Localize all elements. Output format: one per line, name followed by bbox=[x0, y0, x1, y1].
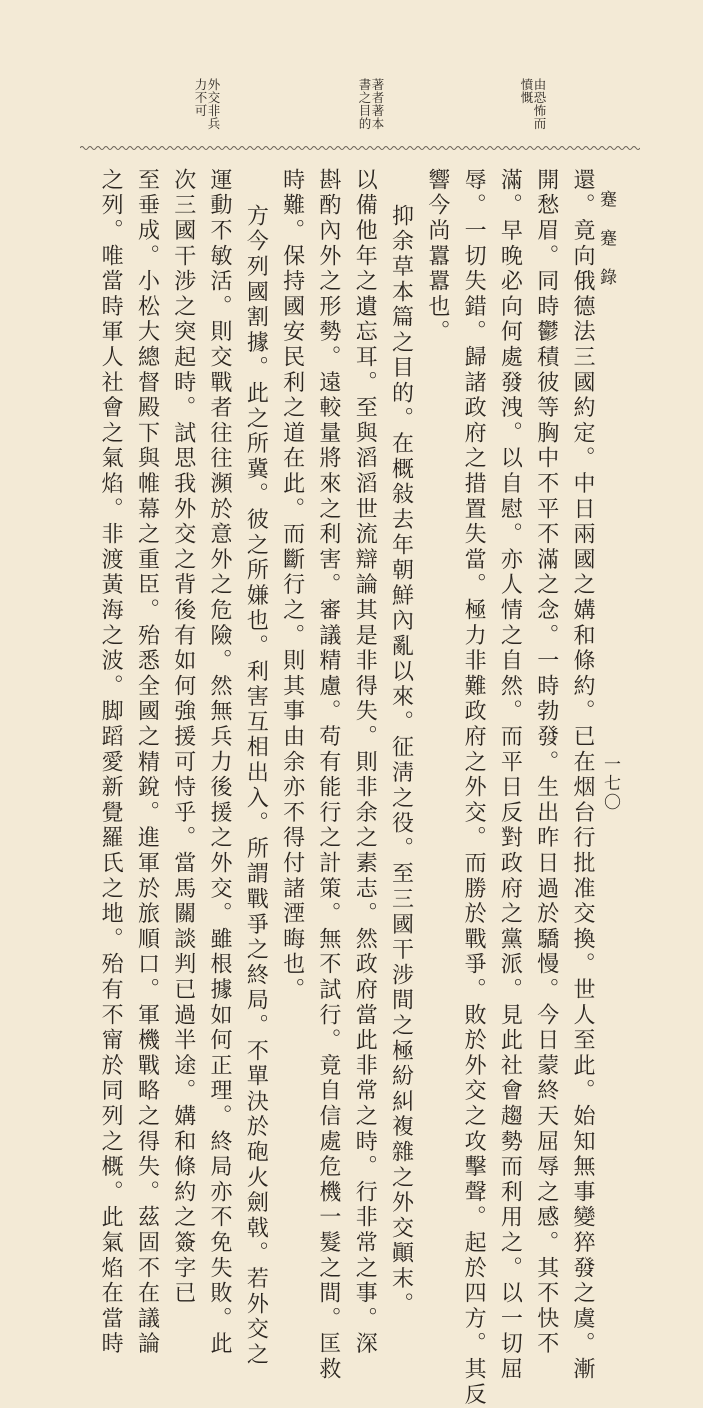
text-column: 之列。唯當時軍人社會之氣焰。非渡黃海之波。脚蹈愛新覺羅氏之地。殆有不甯於同列之概。此氣焰在當時 bbox=[98, 168, 124, 1358]
text-column: 次三國干涉之突起時。試思我外交之背後有如何強援可恃乎。當馬關談判已過半途。媾和條約之簽字已 bbox=[170, 168, 196, 1307]
margin-note-purpose: 著者著本書之目的 bbox=[357, 78, 385, 130]
wavy-divider bbox=[80, 145, 640, 151]
margin-note-fear-to-anger: 由恐怖而憤慨 bbox=[519, 78, 547, 130]
text-column: 運動不敏活。則交戰者往往瀕於意外之危險。然無兵力後援之外交。雖根據如何正理。終局亦不免失敗。此 bbox=[207, 168, 233, 1358]
text-column: 斟酌內外之形勢。遠較量將來之利害。審議精慮。苟有能行之計策。無不試行。竟自信處危機一髮之間。匡救 bbox=[315, 168, 341, 1383]
page-number: 一七〇 bbox=[600, 755, 620, 812]
margin-notes bbox=[180, 78, 580, 140]
text-column: 至垂成。小松大總督殿下與帷幕之重臣。殆悉全國之精銳。進軍於旅順口。軍機戰略之得失。茲固不在議論 bbox=[134, 168, 160, 1358]
text-column: 以備他年之遺忘耳。至與滔滔世流辯論其是非得失。則非余之素志。然政府當此非常之時。行非常之事。深 bbox=[352, 168, 378, 1358]
text-column: 滿。早晚必向何處發洩。以自慰。亦人情之自然。而平日反對政府之黨派。見此社會趨勢而利用之。以一切屈 bbox=[497, 168, 523, 1383]
margin-note-diplomacy: 外交非兵力不可 bbox=[193, 78, 221, 130]
body-text bbox=[80, 168, 600, 1408]
book-title: 蹇蹇錄 bbox=[596, 190, 616, 307]
text-column: 抑余草本篇之目的。在概敍去年朝鮮內亂以來。征淸之役。至三國干涉間之極紛糾複雜之外交顚末。 bbox=[388, 204, 414, 1318]
text-column: 響今尚囂囂也。 bbox=[424, 168, 450, 346]
text-column: 時難。保持國安民利之道在此。而斷行之。則其事由余亦不得付諸湮晦也。 bbox=[279, 168, 305, 1003]
text-column: 方今列國割據。此之所冀。彼之所嫌也。利害互相出入。所謂戰爭之終局。不單決於砲火劍戟。若外交之 bbox=[243, 204, 269, 1368]
text-column: 開愁眉。同時鬱積彼等胸中不平不滿之念。一時勃發。生出昨日過於驕慢。今日蒙終天屈辱之感。其不快不 bbox=[533, 168, 559, 1358]
running-header bbox=[596, 190, 632, 330]
text-column: 還。竟向俄德法三國約定。中日兩國之媾和條約。已在烟台行批准交換。世人至此。始知無事變猝發之虞。漸 bbox=[570, 168, 595, 1383]
text-column: 辱。一切失錯。歸諸政府之措置失當。極力非難政府之外交。而勝於戰爭。敗於外交之攻擊聲。起於四方。其反 bbox=[461, 168, 487, 1408]
